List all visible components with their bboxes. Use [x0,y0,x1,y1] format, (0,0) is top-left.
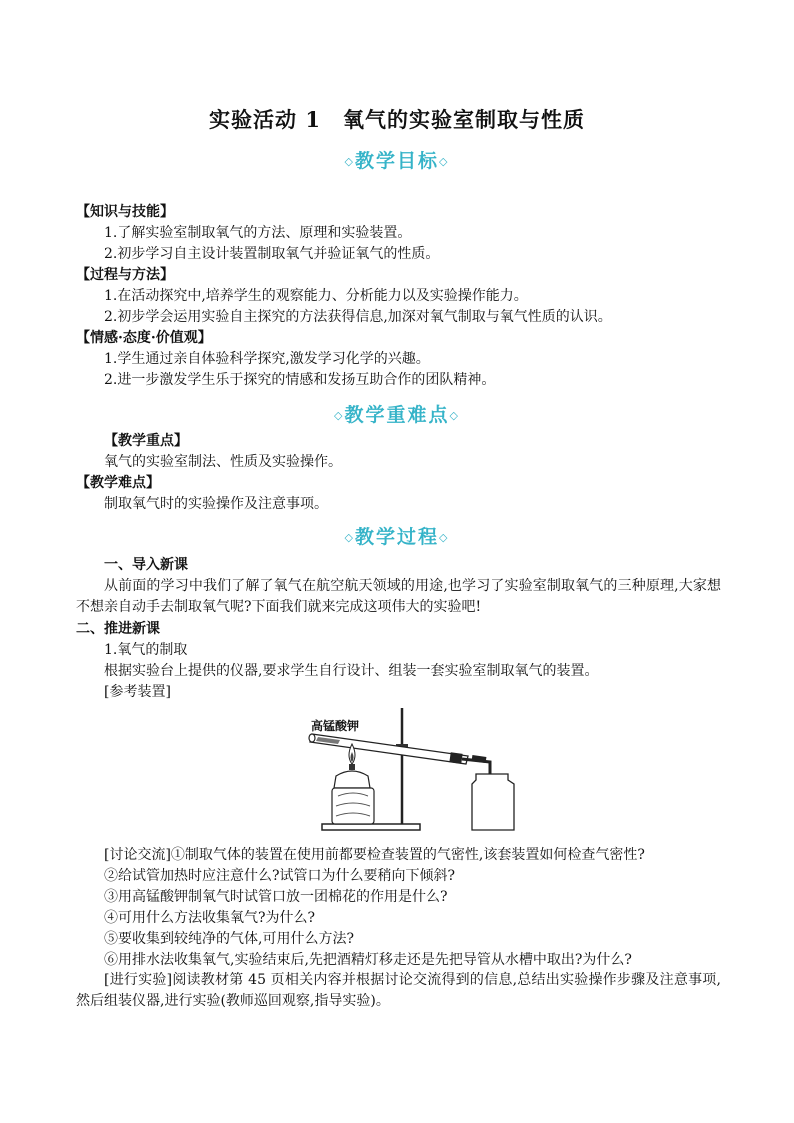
diamond-icon: ◇ [439,531,450,544]
discussion-question-6: ⑥用排水法收集氧气,实验结束后,先把酒精灯移走还是先把导管从水槽中取出?为什么? [104,952,632,968]
diamond-icon: ◇ [439,155,450,168]
intro-heading: 一、导入新课 [104,557,188,573]
attitude-heading: 【情感·态度·价值观】 [76,330,212,346]
discussion-question-4: ④可用什么方法收集氧气?为什么? [104,910,316,926]
diamond-icon: ◇ [334,409,345,422]
difficulty-heading: 【教学难点】 [76,475,160,491]
method-item-2: 2.初步学会运用实验自主探究的方法获得信息,加深对氧气制取与氧气性质的认识。 [104,309,612,325]
rubber-stopper [449,752,462,764]
section-title: 教学重难点 [344,404,450,426]
diamond-icon: ◇ [449,409,460,422]
advance-paragraph: 根据实验台上提供的仪器,要求学生自行设计、组装一套实验室制取氧气的装置。 [104,663,599,679]
experiment-paragraph: [进行实验]阅读教材第 45 页相关内容并根据讨论交流得到的信息,总结出实验操作步骤及注意事项,然后组装仪器,进行实验(教师巡回观察,指导实验)。 [76,972,721,1009]
attitude-item-1: 1.学生通过亲自体验科学探究,激发学习化学的兴趣。 [104,351,430,367]
section-heading-process [0,522,794,549]
attitude-item-2: 2.进一步激发学生乐于探究的情感和发扬互助合作的团队精神。 [104,372,496,388]
stand-base [322,824,420,830]
focus-heading: 【教学重点】 [104,433,188,449]
page-title: 实验活动 1 氧气的实验室制取与性质 [209,107,585,132]
advance-heading: 二、推进新课 [76,621,160,637]
alcohol-lamp [334,771,370,788]
difficulty-text: 制取氧气时的实验操作及注意事项。 [104,496,328,512]
collecting-bottle [472,774,514,830]
section-title: 教学过程 [354,526,439,548]
reference-apparatus-label: [参考装置] [104,684,171,700]
intro-paragraph: 从前面的学习中我们了解了氧气在航空航天领域的用途,也学习了实验室制取氧气的三种原理,大家想不想亲自动手去制取氧气呢?下面我们就来完成这项伟大的实验吧! [76,578,721,615]
advance-subheading: 1.氧气的制取 [104,642,188,658]
discussion-question-5: ⑤要收集到较纯净的气体,可用什么方法? [104,931,354,947]
focus-text: 氧气的实验室制法、性质及实验操作。 [104,454,342,470]
diamond-icon: ◇ [344,155,355,168]
discussion-question-1: [讨论交流]①制取气体的装置在使用前都要检查装置的气密性,该套装置如何检查气密性? [104,847,645,863]
section-heading-keypoints [0,400,794,427]
discussion-question-2: ②给试管加热时应注意什么?试管口为什么要稍向下倾斜? [104,868,456,884]
test-tube [310,734,468,764]
diamond-icon: ◇ [344,531,355,544]
knowledge-item-1: 1.了解实验室制取氧气的方法、原理和实验装置。 [104,225,412,241]
section-title: 教学目标 [354,150,439,172]
method-heading: 【过程与方法】 [76,267,174,283]
knowledge-item-2: 2.初步学习自主设计装置制取氧气并验证氧气的性质。 [104,246,440,262]
section-heading-objectives [0,146,794,173]
discussion-question-3: ③用高锰酸钾制氧气时试管口放一团棉花的作用是什么? [104,889,448,905]
figure-label: 高锰酸钾 [311,719,360,733]
knowledge-heading: 【知识与技能】 [76,204,174,220]
method-item-1: 1.在活动探究中,培养学生的观察能力、分析能力以及实验操作能力。 [104,288,528,304]
